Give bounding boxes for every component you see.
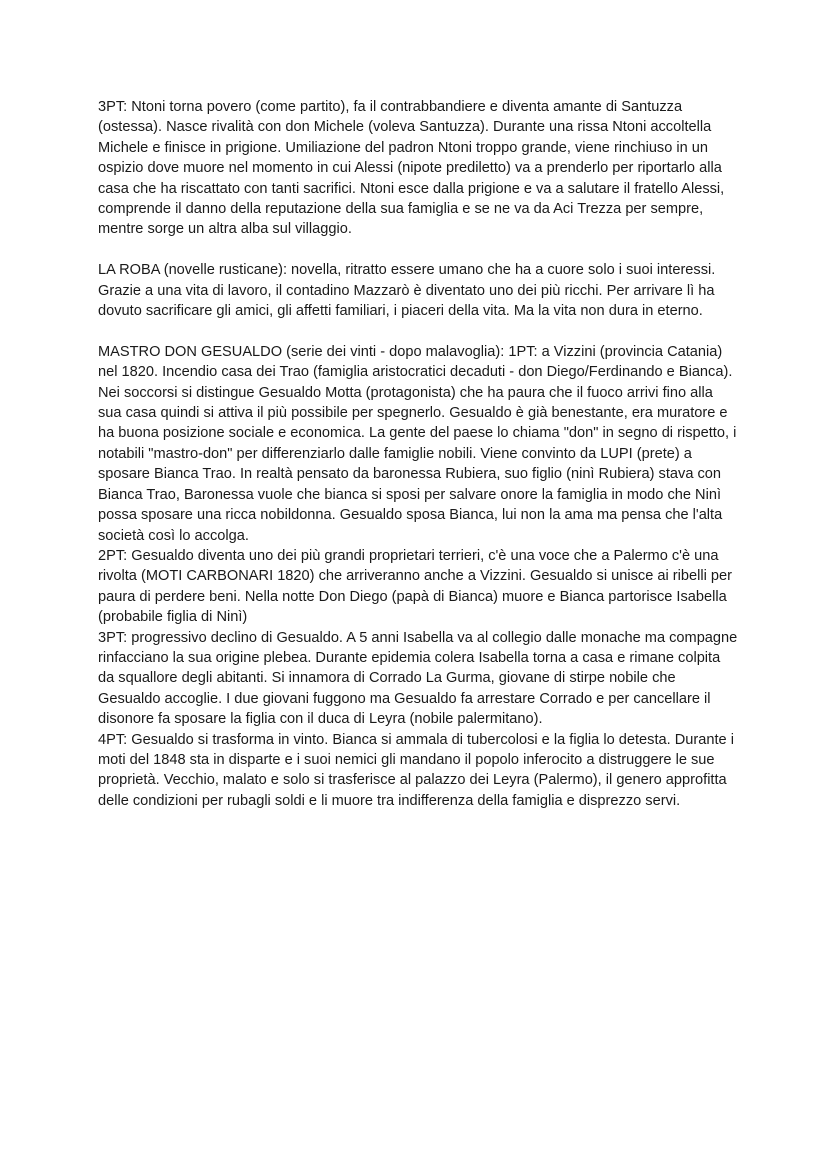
paragraph-gap <box>98 321 738 341</box>
paragraph-mastro-don-gesualdo-part3: 3PT: progressivo declino di Gesualdo. A 5 anni Isabella va al collegio dalle monache ma compagne rinfacciano la sua origine plebea. Durante epidemia colera Isabella torna a casa e rimane colpita da squallore degli abitanti. Si innamora di Corrado La Gurma, giovane di stirpe nobile che Gesualdo accoglie. I due giovani fuggono ma Gesualdo fa arrestare Corrado e per cancellare il disonore fa sposare la figlia con il duca di Leyra (nobile palermitano). <box>98 629 738 728</box>
paragraph-mastro-don-gesualdo-part2: 2PT: Gesualdo diventa uno dei più grandi proprietari terrieri, c'è una voce che a Palermo c'è una rivolta (MOTI CARBONARI 1820) che arriveranno anche a Vizzini. Gesualdo si unisce ai ribelli per paura di perdere beni. Nella notte Don Diego (papà di Bianca) muore e Bianca partorisce Isabella (probabile figlia di Ninì) <box>98 547 733 626</box>
paragraph-malavoglia-part3: 3PT: Ntoni torna povero (come partito), fa il contrabbandiere e diventa amante di Santuzza (ostessa). Nasce rivalità con don Michele (voleva Santuzza). Durante una rissa Ntoni accoltella Michele e finisce in prigione. Umiliazione del padron Ntoni troppo grande, viene rinchiuso in un ospizio dove muore nel momento in cui Alessi (nipote prediletto) va a prenderlo per riportarlo alla casa che ha riscattato con tanti sacrifici. Ntoni esce dalla prigione e va a salutare il fratello Alessi, comprende il danno della reputazione della sua famiglia e se ne va da Aci Trezza per sempre, mentre sorge un altra alba sul villaggio. <box>98 99 725 238</box>
paragraph-mastro-don-gesualdo-part1: MASTRO DON GESUALDO (serie dei vinti - dopo malavoglia): 1PT: a Vizzini (provincia Catania) nel 1820. Incendio casa dei Trao (famiglia aristocratici decaduti - don Diego/Ferdinando e Bianca). Nei soccorsi si distingue Gesualdo Motta (protagonista) che ha paura che il fuoco arrivi fino alla sua casa quindi si attiva il più possibile per spegnerlo. Gesualdo è già benestante, era muratore e ha buona posizione sociale e economica. La gente del paese lo chiama "don" in segno di rispetto, i notabili "mastro-don" per differenziarlo dalle famiglie nobili. Viene convinto da LUPI (prete) a sposare Bianca Trao. In realtà pensato da baronessa Rubiera, suo figlio (ninì Rubiera) stava con Bianca Trao, Baronessa vuole che bianca si sposi per salvare onore la famiglia in modo che Ninì possa sposare una ricca nobildonna. Gesualdo sposa Bianca, lui non la ama ma pensa che l'alta società così lo accolga. <box>98 343 737 544</box>
document-body <box>98 97 738 811</box>
paragraph-la-roba: LA ROBA (novelle rusticane): novella, ritratto essere umano che ha a cuore solo i suoi interessi. Grazie a una vita di lavoro, il contadino Mazzarò è diventato uno dei più ricchi. Per arrivare lì ha dovuto sacrificare gli amici, gli affetti familiari, i piaceri della vita. Ma la vita non dura in eterno. <box>98 262 716 320</box>
paragraph-gap <box>98 240 738 260</box>
paragraph-mastro-don-gesualdo-part4: 4PT: Gesualdo si trasforma in vinto. Bianca si ammala di tubercolosi e la figlia lo detesta. Durante i moti del 1848 sta in disparte e i suoi nemici gli mandano il popolo inferocito a distruggere le sue proprietà. Vecchio, malato e solo si trasferisce al palazzo dei Leyra (Palermo), il genero approfitta delle condizioni per rubagli soldi e li muore tra indifferenza della famiglia e disprezzo servi. <box>98 731 734 809</box>
